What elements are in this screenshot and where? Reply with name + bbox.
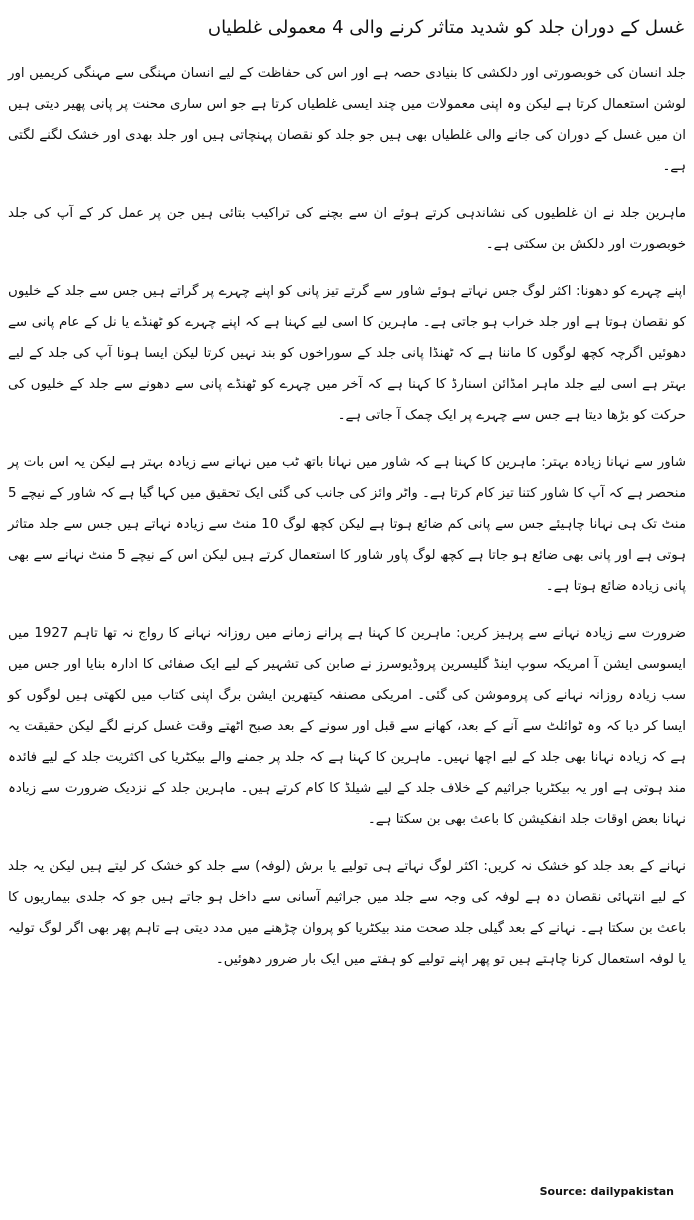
paragraph-experts: ماہرین جلد نے ان غلطیوں کی نشاندہی کرتے ہوئے ان سے بچنے کی تراکیب بتائی ہیں جن پر عمل کر کے آپ کی جلد خوبصورت اور دلکش بن سکتی ہے۔: [8, 206, 686, 252]
paragraph-face-washing: اپنے چہرے کو دھونا: اکثر لوگ جس نہاتے ہوئے شاور سے گرتے تیز پانی کو اپنے چہرے پر گراتے ہیں جس سے جلد کے خلیوں کو نقصان ہوتا ہے اور جلد خراب ہو جاتی ہے۔ ماہرین کا اسی لیے کہنا ہے کہ اپنے چہرے کو ٹھنڈے یا نل کے عام پانی سے دھوئیں اگرچہ کچھ لوگوں کا ماننا ہے کہ ٹھنڈا پانی جلد کے سوراخوں کو بند نہیں کرتا لیکن ایسا ہونا آپ کی جلد کے لیے بہتر ہے اسی لیے جلد ماہر امڈائن اسنارڈ کا کہنا ہے کہ آخر میں چہرے کو ٹھنڈے پانی سے دھونے سے جلد کے خلیوں کی حرکت کو بڑھا دیتا ہے جس سے چہرے پر ایک چمک آ جاتی ہے۔: [8, 284, 686, 423]
source-credit: Source: dailypakistan: [539, 1185, 674, 1198]
article-title: غسل کے دوران جلد کو شدید متاثر کرنے والی 4 معمولی غلطیاں: [207, 17, 684, 38]
paragraph-intro: جلد انسان کی خوبصورتی اور دلکشی کا بنیادی حصہ ہے اور اس کی حفاظت کے لیے انسان مہنگی سے مہنگی کریمیں اور لوشن استعمال کرتا ہے لیکن وہ اپنی معمولات میں چند ایسی غلطیاں کرتا ہے جو اس ساری محنت پر پانی پھیر دیتی ہیں ان میں غسل کے دوران کی جانے والی غلطیاں بھی ہیں جو جلد کو نقصان پہنچاتی ہیں اور جلد بھدی اور خشک لگنے لگتی ہے۔: [8, 66, 686, 174]
paragraph-over-bathing: ضرورت سے زیادہ نہانے سے پرہیز کریں: ماہرین کا کہنا ہے پرانے زمانے میں روزانہ نہانے کا رواج نہ تھا تاہم 1927 میں ایسوسی ایشن آ امریکہ سوپ اینڈ گلیسرین پروڈیوسرز نے صابن کی تشہیر کے لیے ایک صفائی کا ادارہ بنایا اور جس میں سب زیادہ روزانہ نہانے کی پروموشن کی گئی۔ امریکی مصنفہ کیتھرین ایشن برگ اپنی کتاب میں لکھتی ہیں لوگوں کو ایسا کر دیا کہ وہ ٹوائلٹ سے آنے کے بعد، کھانے سے قبل اور سونے کے بعد صبح اٹھتے وقت غسل کرنے لگے لیکن حقیقت یہ ہے کہ زیادہ نہانا بھی جلد کے لیے اچھا نہیں۔ ماہرین کا کہنا ہے کہ جلد پر جمنے والے بیکٹریا کی اکثریت جلد کے لیے فائدہ مند ہوتی ہے اور یہ بیکٹریا جراثیم کے خلاف جلد کے لیے شیلڈ کا کام کرتے ہیں۔ ماہرین جلد کے نزدیک ضرورت سے زیادہ نہانا بعض اوقات جلد انفکیشن کا باعث بھی بن سکتا ہے۔: [8, 626, 686, 827]
article: [8, 8, 686, 1212]
paragraph-drying: نہانے کے بعد جلد کو خشک نہ کریں: اکثر لوگ نہاتے ہی تولیے یا برش (لوفہ) سے جلد کو خشک کر لیتے ہیں لیکن یہ جلد کے لیے انتہائی نقصان دہ ہے لوفہ کی وجہ سے جلد میں جراثیم آسانی سے داخل ہو جاتے ہیں جو کہ جلدی بیماریوں کا باعث بن سکتا ہے۔ نہانے کے بعد گیلی جلد صحت مند بیکٹریا کو پروان چڑھنے میں مدد دیتی ہے تاہم پھر بھی اگر لوگ تولیہ یا لوفہ استعمال کرنا چاہتے ہیں تو پھر اپنے تولیے کو ہفتے میں ایک بار ضرور دھوئیں۔: [8, 859, 686, 967]
paragraph-shower: شاور سے نہانا زیادہ بہتر: ماہرین کا کہنا ہے کہ شاور میں نہانا باتھ ٹب میں نہانے سے زیادہ بہتر ہے لیکن یہ اس بات پر منحصر ہے کہ آپ کا شاور کتنا تیز کام کرتا ہے۔ واٹر وائز کی جانب کی گئی ایک تحقیق میں کہا گیا ہے کہ شاور کے نیچے 5 منٹ تک ہی نہانا چاہیئے جس سے پانی کم ضائع ہوتا ہے لیکن کچھ لوگ 10 منٹ سے زیادہ نہاتے ہیں جس سے جلد متاثر ہوتی ہے اور پانی بھی ضائع ہو جاتا ہے کچھ لوگ پاور شاور کا استعمال کرتے ہیں لیکن اس کے نیچے 5 منٹ نہانے سے بھی پانی زیادہ ضائع ہوتا ہے۔: [8, 455, 686, 594]
